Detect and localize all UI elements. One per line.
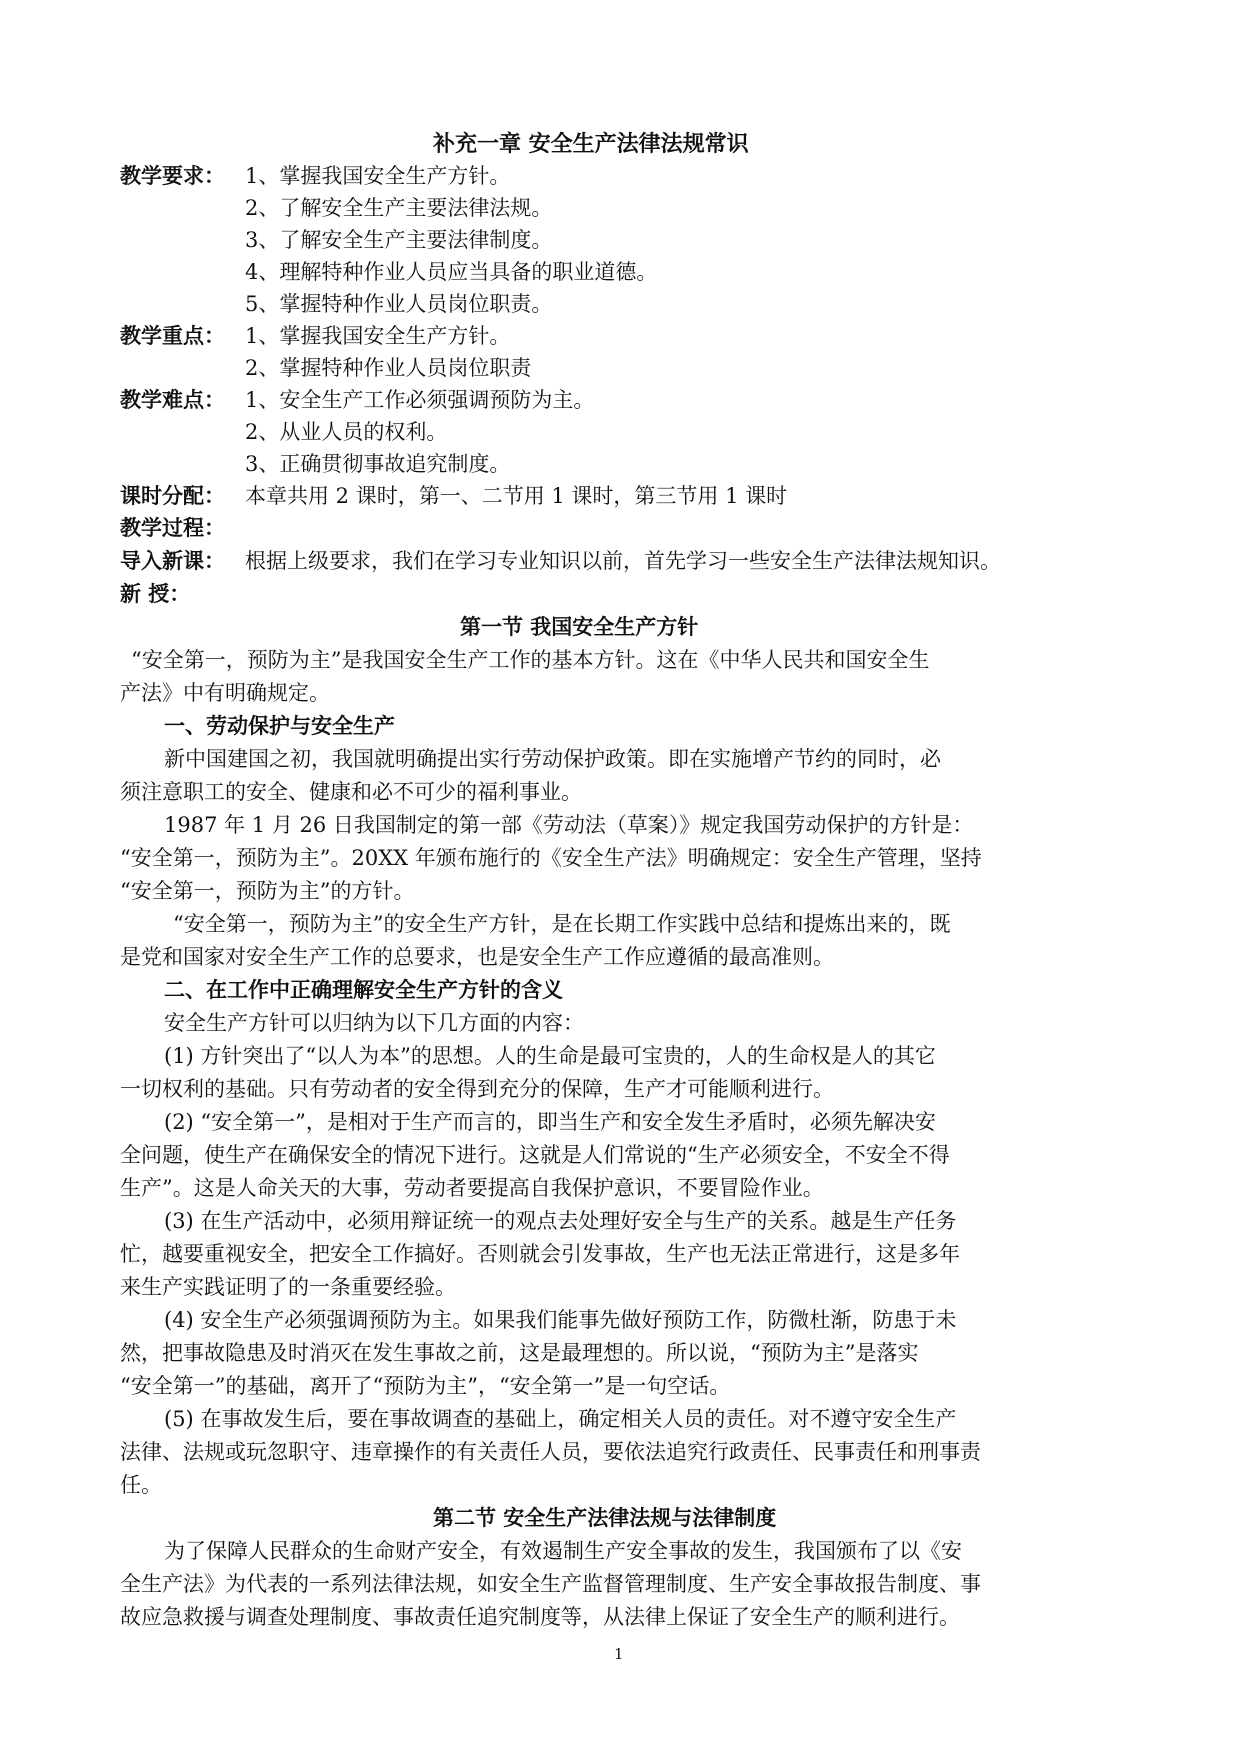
paragraph-line: 全生产法》为代表的一系列法律法规，如安全生产监督管理制度、生产安全事故报告制度、事	[120, 1572, 981, 1596]
page-number: 1	[614, 1645, 624, 1663]
paragraph-line: (4) 安全生产必须强调预防为主。如果我们能事先做好预防工作，防微杜渐，防患于未	[164, 1308, 957, 1332]
section-title: 第二节 安全生产法律法规与法律制度	[433, 1505, 777, 1530]
paragraph-line: (3) 在生产活动中，必须用辩证统一的观点去处理好安全与生产的关系。越是生产任务	[164, 1209, 957, 1233]
paragraph-line: 为了保障人民群众的生命财产安全，有效遏制生产安全事故的发生，我国颁布了以《安	[164, 1539, 962, 1563]
requirement-item: 3、了解安全生产主要法律制度。	[245, 228, 553, 252]
difficulty-item: 2、从业人员的权利。	[245, 420, 448, 444]
requirements-label: 教学要求：	[120, 163, 225, 188]
key-points-label: 教学重点：	[120, 323, 225, 348]
paragraph-line: 产法》中有明确规定。	[120, 681, 330, 705]
paragraph-line: 新中国建国之初，我国就明确提出实行劳动保护政策。即在实施增产节约的同时，必	[164, 747, 941, 771]
paragraph-line: “安全第一，预防为主”。20XX 年颁布施行的《安全生产法》明确规定：安全生产管理，坚持	[120, 846, 982, 870]
hours-label: 课时分配：	[120, 483, 225, 508]
paragraph-line: (2) “安全第一”，是相对于生产而言的，即当生产和安全发生矛盾时，必须先解决安	[164, 1110, 936, 1134]
intro-label: 导入新课：	[120, 548, 225, 573]
requirement-item: 4、理解特种作业人员应当具备的职业道德。	[245, 260, 658, 284]
paragraph-line: 生产”。这是人命关天的大事，劳动者要提高自我保护意识，不要冒险作业。	[120, 1176, 824, 1200]
paragraph-line: 须注意职工的安全、健康和必不可少的福利事业。	[120, 780, 582, 804]
difficulty-item: 3、正确贯彻事故追究制度。	[245, 452, 511, 476]
paragraph-line: “安全第一”的基础，离开了“预防为主”，“安全第一”是一句空话。	[120, 1374, 731, 1398]
paragraph-line: 法律、法规或玩忽职守、违章操作的有关责任人员，要依法追究行政责任、民事责任和刑事责	[120, 1440, 981, 1464]
hours-text: 本章共用 2 课时，第一、二节用 1 课时，第三节用 1 课时	[245, 484, 788, 508]
page-title: 补充一章 安全生产法律法规常识	[433, 131, 749, 157]
subsection-heading: 二、在工作中正确理解安全生产方针的含义	[164, 977, 563, 1002]
difficulty-item: 1、安全生产工作必须强调预防为主。	[245, 388, 595, 412]
requirement-item: 1、掌握我国安全生产方针。	[245, 164, 511, 188]
paragraph-line: 安全生产方针可以归纳为以下几方面的内容：	[164, 1011, 584, 1035]
paragraph-line: 全问题，使生产在确保安全的情况下进行。这就是人们常说的“生产必须安全，不安全不得	[120, 1143, 950, 1167]
requirement-item: 5、掌握特种作业人员岗位职责。	[245, 292, 553, 316]
requirement-item: 2、了解安全生产主要法律法规。	[245, 196, 553, 220]
difficulties-label: 教学难点：	[120, 387, 225, 412]
key-point-item: 2、掌握特种作业人员岗位职责	[245, 356, 532, 380]
paragraph-line: 1987 年 1 月 26 日我国制定的第一部《劳动法（草案）》规定我国劳动保护的方针是：	[164, 813, 974, 837]
paragraph-line: 然，把事故隐患及时消灭在发生事故之前，这是最理想的。所以说，“预防为主”是落实	[120, 1341, 919, 1365]
paragraph-line: 故应急救援与调查处理制度、事故责任追究制度等，从法律上保证了安全生产的顺利进行。	[120, 1605, 960, 1629]
paragraph-line: 来生产实践证明了的一条重要经验。	[120, 1275, 456, 1299]
paragraph-line: “安全第一，预防为主”的方针。	[120, 879, 415, 903]
subsection-heading: 一、劳动保护与安全生产	[164, 713, 395, 738]
paragraph-line: 一切权利的基础。只有劳动者的安全得到充分的保障，生产才可能顺利进行。	[120, 1077, 834, 1101]
paragraph-line: 任。	[120, 1473, 162, 1497]
intro-text: 根据上级要求，我们在学习专业知识以前，首先学习一些安全生产法律法规知识。	[245, 549, 1001, 573]
paragraph-line: 是党和国家对安全生产工作的总要求，也是安全生产工作应遵循的最高准则。	[120, 945, 834, 969]
paragraph-line: (5) 在事故发生后，要在事故调查的基础上，确定相关人员的责任。对不遵守安全生产	[164, 1407, 957, 1431]
new-lesson-label: 新 授：	[120, 581, 191, 606]
paragraph-line: (1) 方针突出了“以人为本”的思想。人的生命是最可宝贵的，人的生命权是人的其它	[164, 1044, 936, 1068]
section-title: 第一节 我国安全生产方针	[460, 614, 699, 639]
process-label: 教学过程：	[120, 515, 225, 540]
paragraph-line: “安全第一，预防为主”的安全生产方针，是在长期工作实践中总结和提炼出来的，既	[173, 912, 951, 936]
paragraph-line: “安全第一，预防为主”是我国安全生产工作的基本方针。这在《中华人民共和国安全生	[131, 648, 930, 672]
key-point-item: 1、掌握我国安全生产方针。	[245, 324, 511, 348]
paragraph-line: 忙，越要重视安全，把安全工作搞好。否则就会引发事故，生产也无法正常进行，这是多年	[120, 1242, 960, 1266]
